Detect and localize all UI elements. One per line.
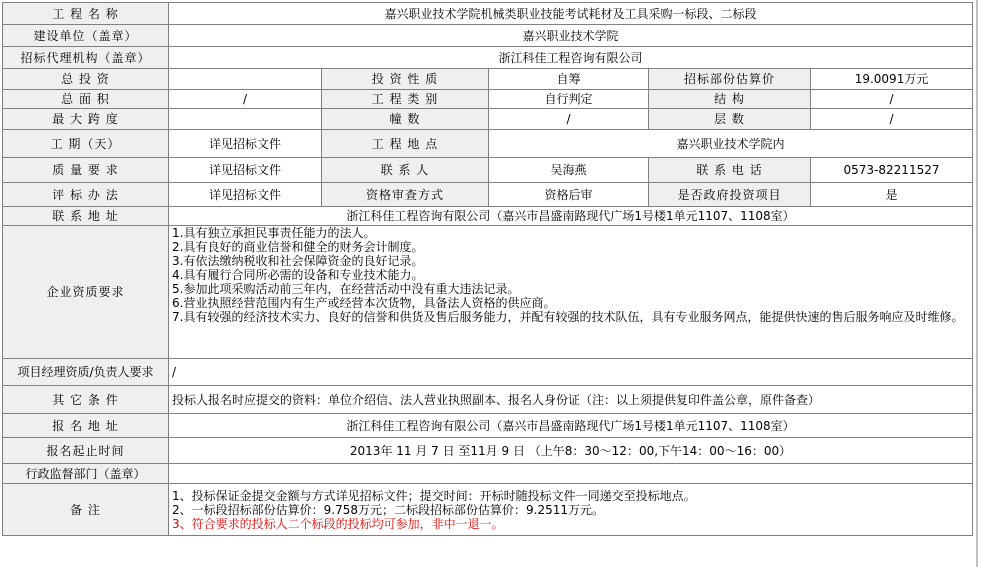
review-value[interactable]: 资格后审: [489, 183, 649, 207]
note-line-highlight: 3、符合要求的投标人二个标段的投标均可参加，非中一退一。: [172, 516, 504, 531]
row-agency: [3, 47, 973, 69]
span-label: 最 大 跨 度: [3, 109, 169, 130]
area-value[interactable]: /: [169, 90, 322, 109]
structure-label: 结 构: [649, 90, 811, 109]
quality-value[interactable]: 详见招标文件: [169, 158, 322, 183]
investment-nature-label: 投 资 性 质: [322, 69, 489, 90]
row-area: [3, 90, 973, 109]
span-value[interactable]: [169, 109, 322, 130]
category-label: 工 程 类 别: [322, 90, 489, 109]
buildings-value[interactable]: /: [489, 109, 649, 130]
evaluation-value[interactable]: 详见招标文件: [169, 183, 322, 207]
builder-label: 建设单位（盖章）: [3, 25, 169, 47]
address-value[interactable]: 浙江科佳工程咨询有限公司（嘉兴市昌盛南路现代广场1号楼1单元1107、1108室）: [169, 207, 973, 226]
supervisor-label: 行政监督部门（盖章）: [3, 464, 169, 484]
location-label: 工 程 地 点: [322, 130, 489, 158]
qualification-item: 5.参加此项采购活动前三年内，在经营活动中没有重大违法记录。: [172, 282, 520, 296]
qualification-item: 4.具有履行合同所必需的设备和专业技术能力。: [172, 268, 424, 282]
gov-invest-label: 是否政府投资项目: [649, 183, 811, 207]
period-label: 工 期（天）: [3, 130, 169, 158]
row-signup-address: [3, 414, 973, 438]
phone-label: 联 系 电 话: [649, 158, 811, 183]
note-line: 2、一标段招标部份估算价：9.758万元；二标段招标部份估算价：9.2511万元。: [172, 502, 604, 517]
qualification-item: 6.营业执照经营范围内有生产或经营本次货物，具备法人资格的供应商。: [172, 296, 556, 310]
other-label: 其 它 条 件: [3, 386, 169, 414]
manager-value[interactable]: /: [169, 359, 973, 386]
window-edge: [976, 0, 978, 567]
signup-address-label: 报 名 地 址: [3, 414, 169, 438]
estimate-value[interactable]: 19.0091万元: [811, 69, 973, 90]
qualification-item: 1.具有独立承担民事责任能力的法人。: [172, 226, 376, 240]
tender-info-table: [2, 2, 973, 536]
project-name-label: 工 程 名 称: [3, 3, 169, 25]
row-address: [3, 207, 973, 226]
review-label: 资格审查方式: [322, 183, 489, 207]
gov-invest-value[interactable]: 是: [811, 183, 973, 207]
investment-value[interactable]: [169, 69, 322, 90]
quality-label: 质 量 要 求: [3, 158, 169, 183]
period-value[interactable]: 详见招标文件: [169, 130, 322, 158]
qualification-list[interactable]: [169, 226, 973, 359]
builder-value[interactable]: 嘉兴职业技术学院: [169, 25, 973, 47]
contact-value[interactable]: 吴海燕: [489, 158, 649, 183]
agency-label: 招标代理机构（盖章）: [3, 47, 169, 69]
floors-label: 层 数: [649, 109, 811, 130]
floors-value[interactable]: /: [811, 109, 973, 130]
investment-nature-value[interactable]: 自筹: [489, 69, 649, 90]
manager-label: 项目经理资质/负责人要求: [3, 359, 169, 386]
buildings-label: 幢 数: [322, 109, 489, 130]
address-label: 联 系 地 址: [3, 207, 169, 226]
evaluation-label: 评 标 办 法: [3, 183, 169, 207]
notes-label: 备 注: [3, 484, 169, 536]
qualification-label: 企业资质要求: [3, 226, 169, 359]
supervisor-value[interactable]: [169, 464, 973, 484]
row-supervisor: [3, 464, 973, 484]
row-project-name: [3, 3, 973, 25]
structure-value[interactable]: /: [811, 90, 973, 109]
row-other: [3, 386, 973, 414]
row-period: [3, 130, 973, 158]
investment-label: 总 投 资: [3, 69, 169, 90]
estimate-label: 招标部份估算价: [649, 69, 811, 90]
row-manager: [3, 359, 973, 386]
row-notes: [3, 484, 973, 536]
phone-value[interactable]: 0573-82211527: [811, 158, 973, 183]
notes-list[interactable]: [169, 484, 973, 536]
other-value[interactable]: 投标人报名时应提交的资料：单位介绍信、法人营业执照副本、报名人身份证（注：以上须提供复印件盖公章，原件备查）: [169, 386, 973, 414]
category-value[interactable]: 自行判定: [489, 90, 649, 109]
row-builder: [3, 25, 973, 47]
row-quality: [3, 158, 973, 183]
qualification-item: 3.有依法缴纳税收和社会保障资金的良好记录。: [172, 254, 424, 268]
row-qualification: [3, 226, 973, 359]
row-signup-time: [3, 438, 973, 464]
contact-label: 联 系 人: [322, 158, 489, 183]
qualification-item: 7.具有较强的经济技术实力、良好的信誉和供货及售后服务能力，并配有较强的技术队伍，具有专业服务网点，能提供快速的售后服务响应及时维修。: [172, 310, 964, 324]
signup-time-value[interactable]: 2013年 11 月 7 日 至11月 9 日 （上午8：30～12：00,下午14：00～16：00）: [169, 438, 973, 464]
row-evaluation: [3, 183, 973, 207]
project-name-value[interactable]: 嘉兴职业技术学院机械类职业技能考试耗材及工具采购一标段、二标段: [169, 3, 973, 25]
row-span: [3, 109, 973, 130]
note-line: 1、投标保证金提交金额与方式详见招标文件；提交时间：开标时随投标文件一同递交至投标地点。: [172, 488, 696, 503]
location-value[interactable]: 嘉兴职业技术学院内: [489, 130, 973, 158]
qualification-item: 2.具有良好的商业信誉和健全的财务会计制度。: [172, 240, 424, 254]
signup-time-label: 报名起止时间: [3, 438, 169, 464]
area-label: 总 面 积: [3, 90, 169, 109]
signup-address-value[interactable]: 浙江科佳工程咨询有限公司（嘉兴市昌盛南路现代广场1号楼1单元1107、1108室）: [169, 414, 973, 438]
agency-value[interactable]: 浙江科佳工程咨询有限公司: [169, 47, 973, 69]
row-investment: [3, 69, 973, 90]
